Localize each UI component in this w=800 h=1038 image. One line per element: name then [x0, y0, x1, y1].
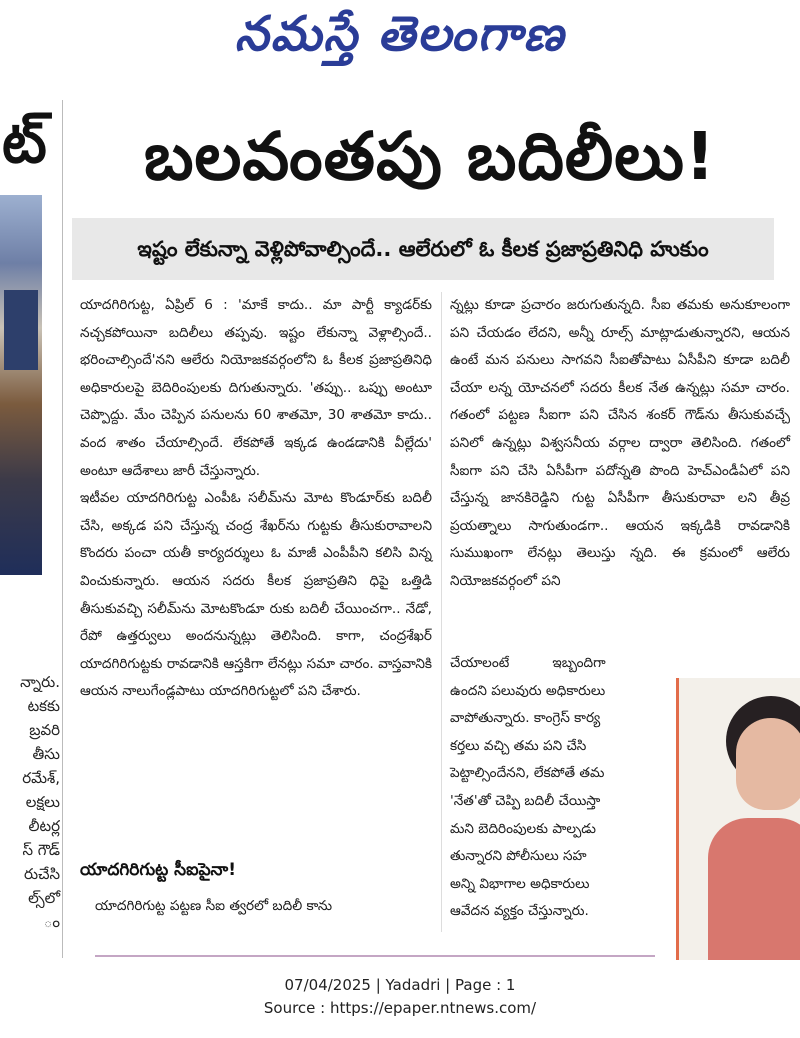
bottom-rule [95, 955, 655, 957]
left-photo-board [4, 290, 38, 370]
left-headline-fragment: ట్ [2, 108, 47, 176]
paragraph: యాదగిరిగుట్ట, ఏప్రిల్ 6 : 'మాకే కాదు.. మా పార్టీ క్యాడర్‌కు నచ్చకపోయినా బదిలీలు తప్పవు. ఇష్టం లేకున్నా వెళ్లాల్సిందే.. భరించాల్సిందే'నని ఆలేరు నియోజకవర్గంలోని ఓ కీలక ప్రజాప్రతినిధి అధికారులపై బెదిరింపులకు దిగుతున్నారు. 'తప్పు.. ఒప్పు అంటూ చెప్పొద్దు. మేం చెప్పిన పనులను 60 శాతమో, 30 శాతమో కాదు.. వంద శాతం చేయాల్సిందే. లేకపోతే ఇక్కడ ఉండడానికి వీల్లేదు' అంటూ ఆదేశాలు జారీ చేస్తున్నారు. [80, 297, 432, 479]
footer-date-edition: 07/04/2025 | Yadadri | Page : 1 [284, 976, 516, 994]
left-photo [0, 195, 42, 575]
paragraph-tail: యాదగిరిగుట్ట పట్టణ సీఐ త్వరలో బదిలీ కాను [95, 898, 333, 914]
photo-shirt [708, 818, 800, 960]
crosshead: యాదగిరిగుట్ట సీఐపైనా! [80, 860, 236, 880]
left-column-text: న్నారు. టకకు బ్రవరి తీసు రమేశ్, లక్షలు లీటర్ల స్ గౌడ్ రుచేసి ల్స్‌లో ం [20, 673, 60, 931]
footer-source: Source : https://epaper.ntnews.com/ [263, 999, 537, 1017]
column-separator [441, 292, 442, 932]
article-column-2-narrow: చేయాలంటే ఇబ్బందిగా ఉందని పలువురు అధికారులు వాపోతున్నారు. కాంగ్రెస్ కార్య కర్తలు వచ్చి తమ పని చేసి పెట్టాల్సిందేనని, లేకపోతే తమ 'నేత'తో చెప్పి బదిలీ చేయిస్తా మని బెదిరింపులకు పాల్పడు తున్నారని పోలీసులు సహ అన్ని విభాగాల అధికారులు ఆవేదన వ్యక్తం చేస్తున్నారు. [450, 655, 606, 920]
paragraph: న్నట్లు కూడా ప్రచారం జరుగుతున్నది. సీఐ తమకు అనుకూలంగా పని చేయడం లేదని, అన్నీ రూల్స్ మాట్లాడుతున్నారని, ఆయన ఉంటే మన పనులు సాగవని సీఐతోపాటు ఏసీపీని కూడా బదిలీ చేయా లన్న యోచనలో సదరు కీలక నేత ఉన్నట్లు సమా చారం. గతంలో పట్టణ సీఐగా పని చేసిన శంకర్ గౌడ్‌ను తీసుకువచ్చే పనిలో ఉన్నట్లు విశ్వసనీయ వర్గాల ద్వారా తెలిసింది. గతంలో సీఐగా పని చేసి ఏసీపీగా పదోన్నతి పొంది హెచ్‌ఎండీఏలో పని చేస్తున్న జానకిరెడ్డిని గుట్ట ఏసీపీగా తీసుకురావా లని తీవ్ర ప్రయత్నాలు సాగుతుండగా.. ఆయన ఇక్కడికి రావడానికి సుముఖంగా లేనట్లు తెలుస్తు న్నది. ఈ క్రమంలో ఆలేరు నియోజకవర్గంలో పని [450, 297, 790, 589]
paragraph: ఇటీవల యాదగిరిగుట్ట ఎంపీఓ సలీమ్‌ను మోట కొండూర్‌కు బదిలీ చేసి, అక్కడ పని చేస్తున్న చంద్ర శేఖర్‌ను గుట్టకు తీసుకురావాలని కొందరు పంచా యతీ కార్యదర్శులు ఓ మాజీ ఎంపీపీని కలిసి విన్న వించుకున్నారు. ఆయన సదరు కీలక ప్రజాప్రతిని ధిపై ఒత్తిడి తీసుకువచ్చి సలీమ్‌ను మోటకొండూ రుకు బదిలీ చేయించగా.. నేడో, రేపో ఉత్తర్వులు అందనున్నట్లు తెలిసింది. కాగా, చంద్రశేఖర్ యాదగిరిగుట్టకు రావడానికి ఆస్తకిగా లేనట్లు సమా చారం. వాస్తవానికి ఆయన నాలుగేండ్లపాటు యాదగిరిగుట్టలో పని చేశారు. [80, 490, 432, 700]
masthead [0, 0, 800, 90]
article-column-2 [450, 292, 790, 596]
article-column-1 [80, 292, 432, 706]
person-photo [676, 678, 800, 960]
photo-border [676, 678, 679, 960]
masthead-title: నమస్తే తెలంగాణ [234, 6, 566, 62]
photo-face [736, 718, 800, 810]
article-subheadline: ఇష్టం లేకున్నా వెళ్లిపోవాల్సిందే.. ఆలేరులో ఓ కీలక ప్రజాప్రతినిధి హుకుం [72, 218, 774, 280]
column-divider [62, 100, 63, 958]
article-headline: బలవంతపు బదిలీలు! [143, 118, 717, 195]
